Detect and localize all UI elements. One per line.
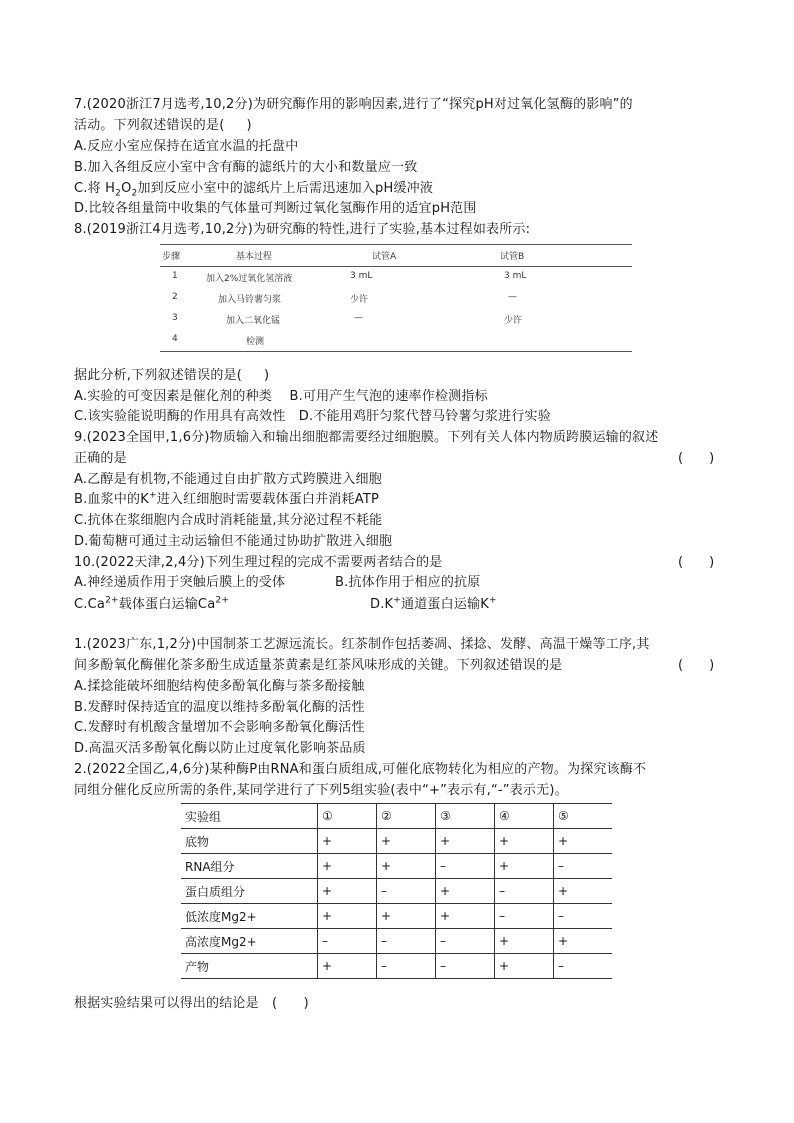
- p2-td: +: [318, 854, 377, 879]
- p2-conclusion-prompt: 根据实验结果可以得出的结论是 ( ): [74, 996, 309, 1011]
- p2-td: +: [318, 954, 377, 979]
- q7-stem-text: 活动。下列叙述错误的是(: [74, 118, 225, 133]
- table-row: [160, 309, 632, 330]
- table-row: [181, 854, 612, 879]
- q9-b-sup: +: [148, 490, 157, 501]
- q9-option-a: A.乙醇是有机物,不能通过自由扩散方式跨膜进入细胞: [74, 472, 382, 487]
- table-row: [160, 288, 632, 309]
- q8-td: 少许: [350, 295, 369, 305]
- p2-td: +: [436, 879, 495, 904]
- p2-td: +: [554, 879, 613, 904]
- q7-c-text: 加到反应小室中的滤纸片上后需迅速加入pH缓冲液: [137, 181, 434, 196]
- q8-td: 3: [172, 313, 178, 323]
- p2-td: –: [436, 929, 495, 954]
- p2-td: +: [554, 929, 613, 954]
- p2-td: –: [554, 954, 613, 979]
- p2-td: +: [554, 829, 613, 854]
- p2-td: 低浓度Mg2+: [181, 904, 318, 929]
- p2-td: +: [436, 904, 495, 929]
- p2-td: 产物: [181, 954, 318, 979]
- q8-th: 基本过程: [236, 252, 273, 262]
- p2-td: +: [436, 829, 495, 854]
- p2-td: +: [377, 904, 436, 929]
- q7-c-text: C.将 H: [74, 181, 116, 196]
- p2-td: –: [377, 929, 436, 954]
- p1-option-a: A.揉捻能破坏细胞结构使多酚氧化酶与茶多酚接触: [74, 679, 365, 694]
- table-row: [181, 904, 612, 929]
- p2-td: 底物: [181, 829, 318, 854]
- p2-td: 蛋白质组分: [181, 879, 318, 904]
- table-row: [160, 267, 632, 288]
- q10-option-c: [74, 596, 229, 614]
- q10-c-sup: 2+: [105, 595, 119, 606]
- p2-experiment-table: [181, 803, 612, 979]
- p2-td: –: [436, 954, 495, 979]
- p2-td: +: [495, 954, 554, 979]
- q9-stem-line2: 正确的是: [74, 451, 127, 466]
- p2-th: 实验组: [181, 804, 318, 829]
- p2-td: –: [495, 879, 554, 904]
- p2-stem-line1: 2.(2022全国乙,4,6分)某种酶P由RNA和蛋白质组成,可催化底物转化为相应的产物。为探究该酶不: [74, 762, 647, 777]
- q9-option-c: C.抗体在浆细胞内合成时消耗能量,其分泌过程不耗能: [74, 513, 383, 528]
- p2-th: ③: [436, 804, 495, 829]
- p2-td: +: [318, 904, 377, 929]
- q8-th: 试管A: [372, 252, 397, 262]
- p2-td: –: [377, 879, 436, 904]
- q8-options-cd: C.该实验能说明酶的作用具有高效性 D.不能用鸡肝匀浆代替马铃薯匀浆进行实验: [74, 409, 551, 424]
- q9-b-text: B.血浆中的K: [74, 492, 149, 507]
- q8-options-ab: A.实验的可变因素是催化剂的种类 B.可用产生气泡的速率作检测指标: [74, 389, 488, 404]
- p2-th: ④: [495, 804, 554, 829]
- q10-d-text: 通道蛋白运输K: [401, 597, 489, 612]
- p2-th: ①: [318, 804, 377, 829]
- q8-td: 少许: [504, 316, 523, 326]
- q7-option-b: B.加入各组反应小室中含有酶的滤纸片的大小和数量应一致: [74, 160, 418, 175]
- q7-c-sub: 2: [131, 188, 138, 199]
- q10-d-text: D.K: [370, 597, 394, 612]
- p2-td: –: [554, 904, 613, 929]
- q10-d-sup: +: [393, 595, 402, 606]
- q10-d-sup: +: [488, 595, 497, 606]
- q8-td: 加入2%过氧化氢溶液: [206, 274, 293, 284]
- q8-prompt-text: 据此分析,下列叙述错误的是(: [74, 368, 243, 383]
- q9-option-d: D.葡萄糖可通过主动运输但不能通过协助扩散进入细胞: [74, 534, 393, 549]
- table-row: [181, 954, 612, 979]
- p2-td: 高浓度Mg2+: [181, 929, 318, 954]
- q10-option-a: A.神经递质作用于突触后膜上的受体: [74, 575, 286, 590]
- q7-stem-line1: 7.(2020浙江7月选考,10,2分)为研究酶作用的影响因素,进行了“探究pH对过氧化氢酶的影响”的: [74, 97, 633, 112]
- q9-option-b: [74, 491, 379, 509]
- q8-td: 加入二氧化锰: [226, 316, 281, 326]
- p2-td: –: [436, 854, 495, 879]
- q7-c-sub: 2: [115, 188, 122, 199]
- p1-stem-line1: 1.(2023广东,1,2分)中国制茶工艺源远流长。红茶制作包括萎凋、揉捻、发酵、高温干燥等工序,其: [74, 637, 650, 652]
- p2-th: ⑤: [554, 804, 613, 829]
- p1-option-c: C.发酵时有机酸含量增加不会影响多酚氧化酶活性: [74, 720, 365, 735]
- q9-b-text: 进入红细胞时需要载体蛋白并消耗ATP: [156, 492, 379, 507]
- p2-td: +: [495, 929, 554, 954]
- table-row: [181, 929, 612, 954]
- q8-td: 4: [172, 334, 178, 344]
- p2-td: +: [318, 879, 377, 904]
- q9-paren: ( ): [678, 451, 715, 466]
- q7-stem-line2: [74, 117, 252, 135]
- p1-option-b: B.发酵时保持适宜的温度以维持多酚氧化酶的活性: [74, 700, 365, 715]
- table-row: [181, 829, 612, 854]
- q7-option-a: A.反应小室应保持在适宜水温的托盘中: [74, 139, 299, 154]
- q10-c-text: 载体蛋白运输Ca: [118, 597, 216, 612]
- table-row: [160, 330, 632, 352]
- q8-td: 1: [172, 271, 178, 281]
- q8-td: —: [354, 313, 363, 323]
- q8-stem: 8.(2019浙江4月选考,10,2分)为研究酶的特性,进行了实验,基本过程如表所示:: [74, 222, 531, 237]
- q10-option-d: [370, 596, 497, 614]
- q8-table: [160, 244, 632, 352]
- p2-td: +: [377, 829, 436, 854]
- q10-paren: ( ): [678, 555, 715, 570]
- p2-td: RNA组分: [181, 854, 318, 879]
- q8-th: 试管B: [500, 252, 525, 262]
- p2-td: +: [318, 829, 377, 854]
- q7-option-c: [74, 180, 433, 198]
- p2-td: –: [377, 954, 436, 979]
- q8-td: —: [508, 292, 517, 302]
- q10-c-sup: 2+: [215, 595, 230, 606]
- q8-table-header: [160, 244, 632, 267]
- p1-stem-line2: 间多酚氧化酶催化茶多酚生成适量茶黄素是红茶风味形成的关键。下列叙述错误的是: [74, 658, 563, 673]
- q8-th: 步骤: [162, 252, 181, 262]
- p2-td: +: [377, 854, 436, 879]
- q10-stem: 10.(2022天津,2,4分)下列生理过程的完成不需要两者结合的是: [74, 555, 443, 570]
- q8-paren-close: ): [264, 368, 270, 383]
- table-row: [181, 804, 612, 829]
- p2-th: ②: [377, 804, 436, 829]
- p1-option-d: D.高温灭活多酚氧化酶以防止过度氧化影响茶品质: [74, 741, 366, 756]
- p2-td: +: [495, 829, 554, 854]
- p2-td: –: [554, 854, 613, 879]
- p2-stem-line2: 同组分催化反应所需的条件,某同学进行了下列5组实验(表中“+”表示有,“-”表示无)。: [74, 783, 568, 798]
- table-row: [181, 879, 612, 904]
- p2-td: +: [495, 854, 554, 879]
- q8-td: 检测: [246, 337, 265, 347]
- p2-td: –: [495, 904, 554, 929]
- q8-td: 3 mL: [350, 271, 373, 281]
- p2-td: –: [318, 929, 377, 954]
- q8-td: 加入马铃薯匀浆: [218, 295, 282, 305]
- q10-c-text: C.Ca: [74, 597, 106, 612]
- q7-c-text: O: [121, 181, 132, 196]
- q10-option-b: B.抗体作用于相应的抗原: [335, 575, 481, 590]
- q8-td: 2: [172, 292, 178, 302]
- p1-paren: ( ): [678, 658, 715, 673]
- q8-td: 3 mL: [504, 271, 527, 281]
- q8-prompt: [74, 367, 269, 385]
- q7-option-d: D.比较各组量筒中收集的气体量可判断过氧化氢酶作用的适宜pH范围: [74, 201, 477, 216]
- q9-stem-line1: 9.(2023全国甲,1,6分)物质输入和输出细胞都需要经过细胞膜。下列有关人体内物质跨膜运输的叙述: [74, 430, 659, 445]
- q7-paren-close: ): [246, 118, 252, 133]
